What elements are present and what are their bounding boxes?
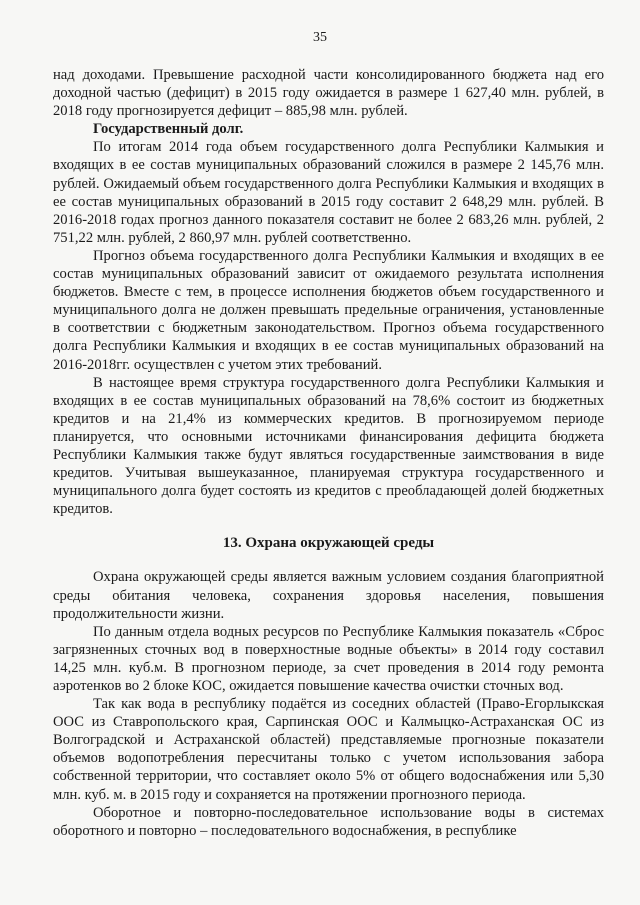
- paragraph-water-reuse: Оборотное и повторно-последовательное использование воды в системах оборотного и повторно – последовательного водоснабжения, в республике: [53, 804, 604, 839]
- paragraph-water-supply: Так как вода в республику подаётся из соседних областей (Право-Егорлыкская ООС из Ставропольского края, Сарпинская ООС и Калмыцко-Астраханская ОС из Волгоградской и Астраханской областей) представляемые прогнозные показатели объемов водопотребления пересчитаны только с учетом использования забора собственной территории, что составляет около 5% от общего водоснабжения или 5,30 млн. куб. м. в 2015 году и сохраняется на протяжении прогнозного периода.: [53, 696, 604, 803]
- paragraph-debt-structure: В настоящее время структура государственного долга Республики Калмыкия и входящих в ее состав муниципальных образований на 78,6% состоит из бюджетных кредитов и на 21,4% из коммерческих кредитов. В прогнозируемом периоде планируется, что основными источниками финансирования дефицита бюджета Республики Калмыкия также будут являться государственные заимствования в виде кредитов. Учитывая вышеуказанное, планируемая структура государственного и муниципального долга будет состоять из кредитов с преобладающей долей бюджетных кредитов.: [53, 374, 604, 518]
- paragraph-wastewater: По данным отдела водных ресурсов по Республике Калмыкия показатель «Сброс загрязненных сточных вод в поверхностные водные объекты» в 2014 году составил 14,25 млн. куб.м. В прогнозном периоде, за счет проведения в 2014 году ремонта аэротенков во 2 блоке КОС, ожидается повышение качества очистки сточных вод.: [53, 623, 604, 694]
- subheading-state-debt: Государственный долг.: [93, 121, 244, 138]
- paragraph-deficit: над доходами. Превышение расходной части консолидированного бюджета над его доходной частью (дефицит) в 2015 году ожидается в размере 1 627,40 млн. рублей, в 2018 году прогнозируется дефицит – 885,98 млн. рублей.: [53, 67, 604, 120]
- section-title: 13. Охрана окружающей среды: [222, 535, 435, 552]
- document-body: [53, 66, 604, 840]
- paragraph-environment-intro: Охрана окружающей среды является важным условием создания благоприятной среды обитания человека, сохранения здоровья населения, повышения продолжительности жизни.: [53, 569, 604, 622]
- page-number: 35: [313, 30, 327, 45]
- paragraph-debt-forecast: Прогноз объема государственного долга Республики Калмыкия и входящих в ее состав муниципальных образований зависит от ожидаемого результата исполнения бюджетов. Вместе с тем, в процессе исполнения бюджетов объем государственного и муниципального долга не должен превышать предельные ограничения, установленные в соответствии с бюджетным законодательством. Прогноз объема государственного долга Республики Калмыкия и входящих в ее состав муниципальных образований на 2016-2018гг. осуществлен с учетом этих требований.: [53, 247, 604, 373]
- paragraph-debt-volume: По итогам 2014 года объем государственного долга Республики Калмыкия и входящих в ее состав муниципальных образований сложился в размере 2 145,76 млн. рублей. Ожидаемый объем государственного долга Республики Калмыкия и входящих в ее состав муниципальных образований в 2015 году составит 2 648,29 млн. рублей. В 2016-2018 годах прогноз данного показателя составит не более 2 683,26 млн. рублей, 2 751,22 млн. рублей, 2 860,97 млн. рублей соответственно.: [53, 139, 604, 246]
